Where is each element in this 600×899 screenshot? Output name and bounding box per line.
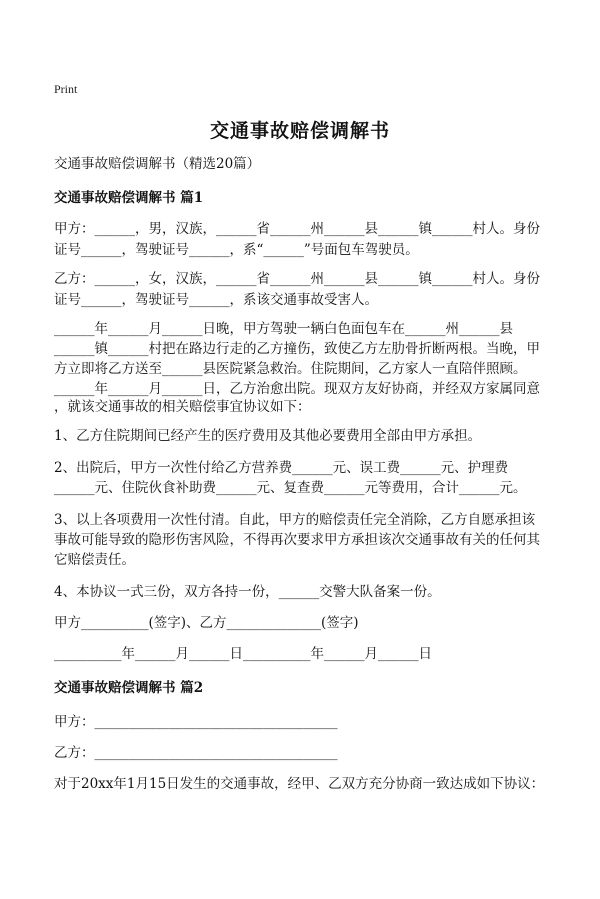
party-b-line: 乙方：____________________________________ (54, 745, 338, 761)
paragraph-line: 对于20xx年1月15日发生的交通事故，经甲、乙双方充分协商一致达成如下协议： (54, 776, 545, 792)
paragraph-line: ，就该交通事故的相关赔偿事宜协议如下： (54, 399, 311, 415)
subtitle: 交通事故赔偿调解书（精选20篇） (54, 156, 261, 172)
paragraph-line: ______镇______村把在路边行走的乙方撞伤，致使乙方左肋骨折断两根。当晚，甲 (54, 341, 540, 357)
paragraph-line: 乙方：______，女，汉族，______省______州______县______镇______村人。身份 (54, 271, 540, 287)
paragraph-line: 2、出院后，甲方一次性付给乙方营养费______元、误工费______元、护理费 (54, 460, 509, 476)
print-link[interactable]: Print (54, 82, 78, 96)
section-heading-1: 交通事故赔偿调解书 篇1 (54, 190, 204, 206)
paragraph-line: 事故可能导致的隐形伤害风险，不得再次要求甲方承担该次交通事故有关的任何其 (54, 532, 540, 548)
paragraph-line: ______年______月______日晚，甲方驾驶一辆白色面包车在______州______县 (54, 321, 513, 337)
signature-line: 甲方__________(签字)、乙方______________(签字) (54, 615, 359, 631)
paragraph-line: 它赔偿责任。 (54, 552, 135, 568)
paragraph-line: 4、本协议一式三份，双方各持一份，______交警大队备案一份。 (54, 584, 441, 600)
section-heading-2: 交通事故赔偿调解书 篇2 (54, 680, 204, 696)
paragraph-line: 证号______，驾驶证号______，系该交通事故受害人。 (54, 292, 378, 308)
paragraph-line: 3、以上各项费用一次性付清。自此，甲方的赔偿责任完全消除，乙方自愿承担该 (54, 512, 536, 528)
paragraph-line: 1、乙方住院期间已经产生的医疗费用及其他必要费用全部由甲方承担。 (54, 428, 482, 444)
date-line: __________年______月______日__________年______月______日 (54, 646, 432, 662)
paragraph-line: 证号______，驾驶证号______，系“______”号面包车驾驶员。 (54, 242, 419, 258)
page-title: 交通事故赔偿调解书 (209, 120, 390, 142)
paragraph-line: 甲方：______，男，汉族，______省______州______县______镇______村人。身份 (54, 221, 540, 237)
paragraph-line: ______元、住院伙食补助费______元、复查费______元等费用，合计______元。 (54, 480, 527, 496)
paragraph-line: ______年______月______日，乙方治愈出院。现双方友好协商，并经双方家属同意 (54, 381, 540, 397)
party-a-line: 甲方：____________________________________ (54, 714, 338, 730)
paragraph-line: 方立即将乙方送至______县医院紧急救治。住院期间，乙方家人一直陪伴照顾。 (54, 361, 527, 377)
